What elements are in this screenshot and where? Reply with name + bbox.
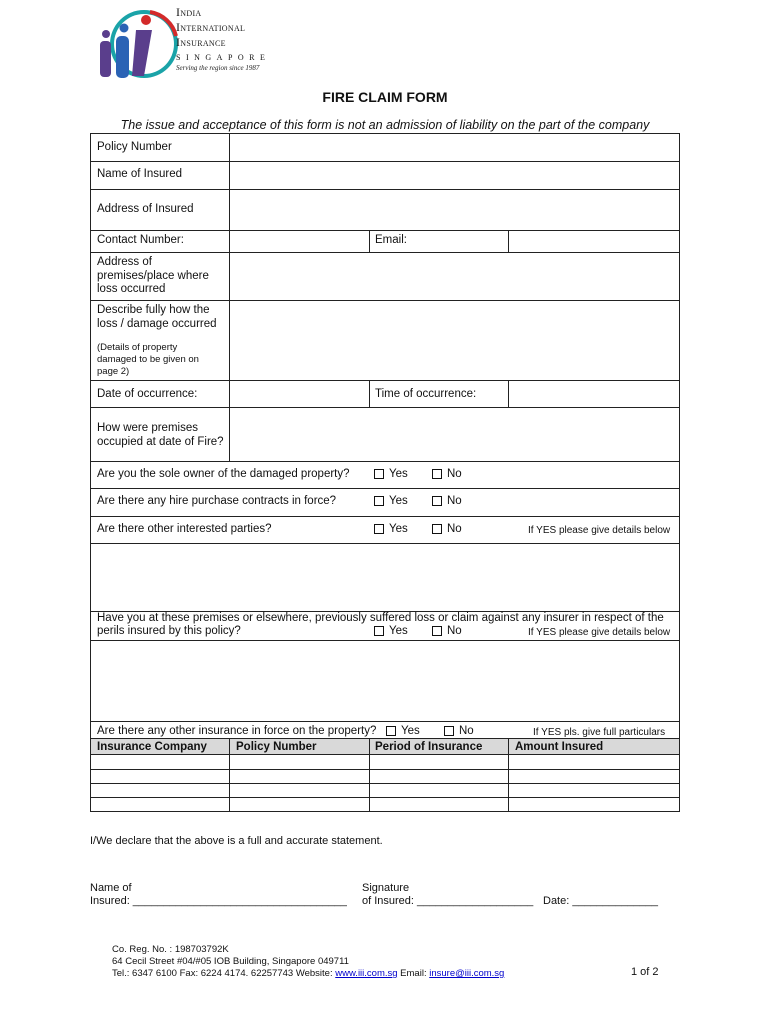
hire-purchase-yes-label: Yes — [389, 495, 408, 507]
interested-parties-yes-label: Yes — [389, 523, 408, 535]
company-address: 64 Cecil Street #04/#05 IOB Building, Singapore 049711 — [112, 956, 349, 967]
name-of-insured-sign-label-1: Name of — [90, 882, 132, 894]
previous-loss-no-checkbox[interactable] — [432, 626, 442, 636]
how-occupied-line-2: occupied at date of Fire? — [97, 435, 224, 448]
describe-loss-label — [97, 304, 217, 331]
premises-address-line-3: loss occurred — [97, 283, 166, 295]
other-insurance-question: Are there any other insurance in force on the property? — [97, 725, 377, 737]
brand-line-1: India — [176, 5, 202, 19]
previous-loss-yes-label: Yes — [389, 625, 408, 637]
table-header-period: Period of Insurance — [375, 741, 483, 753]
sole-owner-question: Are you the sole owner of the damaged property? — [97, 468, 350, 480]
company-reg-number: Co. Reg. No. : 198703792K — [112, 944, 229, 955]
time-of-occurrence-label: Time of occurrence: — [375, 388, 477, 400]
details-note-line-1: (Details of property — [97, 342, 178, 353]
form-title: FIRE CLAIM FORM — [322, 89, 448, 105]
details-note-line-2: damaged to be given on — [97, 354, 199, 365]
other-insurance-yes-checkbox[interactable] — [386, 726, 396, 736]
brand-line-3: Insurance — [176, 35, 226, 49]
declaration-text: I/We declare that the above is a full and accurate statement. — [90, 835, 383, 847]
email-prefix: Email: — [397, 968, 430, 979]
policy-number-label: Policy Number — [97, 141, 172, 153]
form-subtitle: The issue and acceptance of this form is not an admission of liability on the part of the company — [120, 118, 650, 132]
hire-purchase-question: Are there any hire purchase contracts in force? — [97, 495, 337, 507]
premises-address-line-1: Address of — [97, 256, 152, 268]
details-note — [97, 342, 199, 378]
other-insurance-note: If YES pls. give full particulars — [533, 727, 666, 738]
how-occupied-label — [97, 422, 224, 449]
interested-parties-note: If YES please give details below — [528, 525, 671, 536]
previous-loss-note: If YES please give details below — [528, 627, 671, 638]
interested-parties-question: Are there other interested parties? — [97, 523, 272, 535]
sole-owner-no-checkbox[interactable] — [432, 469, 442, 479]
previous-loss-yes-checkbox[interactable] — [374, 626, 384, 636]
previous-loss-question-line-2: perils insured by this policy? — [97, 625, 241, 637]
hire-purchase-yes-checkbox[interactable] — [374, 496, 384, 506]
describe-loss-line-1: Describe fully how the — [97, 304, 210, 316]
sole-owner-no-label: No — [447, 468, 462, 480]
date-field[interactable]: Date: ______________ — [543, 895, 658, 907]
interested-parties-no-label: No — [447, 523, 462, 535]
signature-field[interactable]: of Insured: ___________________ — [362, 895, 534, 907]
previous-loss-no-label: No — [447, 625, 462, 637]
sole-owner-yes-checkbox[interactable] — [374, 469, 384, 479]
premises-address-line-2: premises/place where — [97, 269, 209, 282]
logo-mark-icon — [92, 6, 182, 82]
email-label: Email: — [375, 234, 407, 246]
other-insurance-no-label: No — [459, 725, 474, 737]
describe-loss-line-2: loss / damage occurred — [97, 317, 217, 330]
how-occupied-line-1: How were premises — [97, 422, 198, 434]
table-header-insurance-company: Insurance Company — [97, 741, 207, 753]
email-link[interactable]: insure@iii.com.sg — [429, 968, 505, 979]
company-contact — [112, 968, 504, 980]
name-of-insured-label: Name of Insured — [97, 168, 183, 180]
claim-form — [90, 133, 680, 812]
sole-owner-yes-label: Yes — [389, 468, 408, 480]
premises-address-label — [97, 256, 209, 297]
date-of-occurrence-label: Date of occurrence: — [97, 388, 198, 400]
previous-loss-question-line-1: Have you at these premises or elsewhere, previously suffered loss or claim against any insurer in respect of the — [97, 612, 664, 624]
address-of-insured-label: Address of Insured — [97, 203, 194, 215]
hire-purchase-no-label: No — [447, 495, 462, 507]
brand-line-2: International — [176, 20, 246, 34]
name-of-insured-sign-field[interactable]: Insured: ___________________________________ — [90, 895, 347, 907]
other-insurance-no-checkbox[interactable] — [444, 726, 454, 736]
table-header-amount: Amount Insured — [515, 741, 604, 753]
table-header-policy-number: Policy Number — [236, 741, 317, 753]
interested-parties-yes-checkbox[interactable] — [374, 524, 384, 534]
hire-purchase-no-checkbox[interactable] — [432, 496, 442, 506]
brand-tagline: Serving the region since 1987 — [176, 64, 260, 72]
website-link[interactable]: www.iii.com.sg — [335, 968, 398, 979]
details-note-line-3: page 2) — [97, 366, 130, 377]
brand-wordmark — [176, 6, 270, 72]
interested-parties-no-checkbox[interactable] — [432, 524, 442, 534]
contact-number-label: Contact Number: — [97, 234, 184, 246]
page-number: 1 of 2 — [631, 966, 659, 978]
other-insurance-yes-label: Yes — [401, 725, 420, 737]
brand-country: SINGAPORE — [176, 53, 271, 62]
signature-label-1: Signature — [362, 882, 410, 894]
contact-prefix: Tel.: 6347 6100 Fax: 6224 4174. 62257743 Website: — [112, 968, 336, 979]
